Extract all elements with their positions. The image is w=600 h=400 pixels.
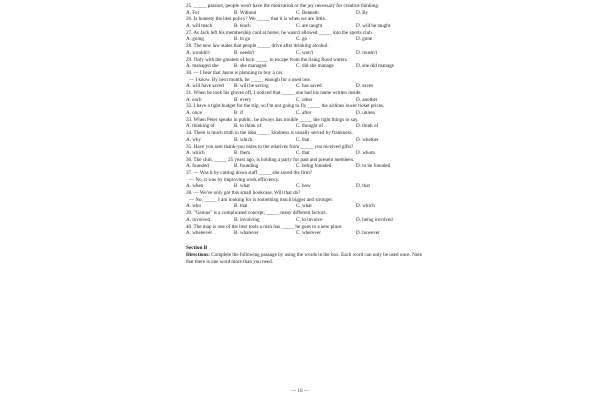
answer-option: D. which <box>356 203 375 210</box>
question-stem: 31. When he took his gloves off, I noticed that _____ one had his name written inside. <box>186 89 362 96</box>
question-reply: — No, _____ I am looking for is something much bigger and stronger. <box>189 196 334 203</box>
question-stem: 40. The map is one of the best tools a man has _____ he goes to a new place. <box>186 223 343 230</box>
answer-option: D. another <box>356 96 378 103</box>
answer-options <box>186 217 422 224</box>
question-stem: 25. _____ passion, people won't have the motivation or the joy necessary for creative thinking. <box>186 3 380 9</box>
answer-option: C. thought of <box>296 123 324 130</box>
answer-option: A. founded <box>186 163 209 170</box>
answer-option: C. has saved <box>296 83 322 90</box>
answer-option: C. how <box>296 183 311 190</box>
answer-option: D. that <box>356 183 370 190</box>
answer-option: B. what <box>234 183 250 190</box>
section-title: Section B <box>186 245 208 252</box>
answer-option: A. involved <box>186 216 211 223</box>
answer-option: B. Without <box>234 9 257 16</box>
question-stem: 37. — Was it by cutting down staff _____ she saved the firm? <box>186 170 313 177</box>
question-stem: 35. Have you sent thank-you notes to the relatives from _____ you received gifts? <box>186 143 354 150</box>
answer-option: B. to go <box>234 36 251 43</box>
answer-option: A. who <box>186 203 201 210</box>
answer-option: A. going <box>186 36 204 43</box>
answer-option: A. will have saved <box>186 83 224 90</box>
answer-options <box>186 163 422 170</box>
question-stem: 26. Is honesty the best policy? We _____ that it is when we are little. <box>186 16 327 23</box>
answer-option: B. teach <box>234 22 251 29</box>
answer-option: D. whether <box>356 136 379 143</box>
answer-option: D. think of <box>356 123 379 130</box>
answer-option: A. wouldn't <box>186 49 210 56</box>
answer-option: D. gone <box>356 36 373 43</box>
answer-option: D. saves <box>356 83 374 90</box>
answer-options <box>186 23 422 30</box>
answer-option: C. won't <box>296 49 314 56</box>
answer-option: B. if <box>234 109 244 116</box>
answer-option: A. managed she <box>186 63 219 70</box>
answer-option: C. go <box>296 36 308 43</box>
answer-option: D. By <box>356 9 369 16</box>
answer-options <box>186 150 422 157</box>
answer-option: A. thinking of <box>186 123 215 130</box>
answer-options <box>186 203 422 210</box>
answer-option: C. to involve <box>296 216 323 223</box>
answer-options <box>186 36 422 43</box>
answer-option: A. whenever <box>186 230 213 237</box>
question-stem: 29. Only with the greatest of luck _____ to escape from the rising flood waters. <box>186 56 348 63</box>
answer-option: C. wherever <box>296 230 321 237</box>
answer-option: C. other <box>296 96 313 103</box>
question-stem: 39. "Genius" is a complicated concept, _____ many different factors. <box>186 210 327 217</box>
answer-option: C. Beneath <box>296 9 319 16</box>
answer-option: B. needn't <box>234 49 255 56</box>
answer-options <box>186 97 422 104</box>
answer-option: A. why <box>186 136 201 143</box>
answer-option: D. unless <box>356 109 375 116</box>
question-sheet <box>186 3 422 266</box>
answer-option: B. will be saving <box>234 83 269 90</box>
section-directions <box>186 252 422 266</box>
answer-option: C. being founded <box>296 163 332 170</box>
answer-options <box>186 230 422 237</box>
question-stem: 34. There is much truth in the idea _____ kindness is usually served by frankness. <box>186 130 353 137</box>
answer-option: D. being involved <box>356 216 393 223</box>
answer-options <box>186 110 422 117</box>
answer-option: D. whom <box>356 150 375 157</box>
answer-options <box>186 83 422 90</box>
question-stem: 27. As Jack left his membership card at home, he wasn't allowed _____ into the sports club. <box>186 29 373 36</box>
answer-option: C. what <box>296 203 312 210</box>
answer-option: B. which <box>234 136 253 143</box>
question-stem: 30. — I hear that Jason is planning to buy a car. <box>186 69 284 76</box>
answer-options <box>186 123 422 130</box>
answer-options <box>186 63 422 70</box>
answer-option: B. them <box>234 150 251 157</box>
answer-option: A. when <box>186 183 204 190</box>
answer-option: A. once <box>186 109 202 116</box>
answer-option: C. did she manage <box>296 63 334 70</box>
answer-option: B. she managed <box>234 63 267 70</box>
answer-option: C. that <box>296 150 310 157</box>
answer-option: B. every <box>234 96 252 103</box>
question-stem: 32. I have a tight budget for the trip, so I'm not going to fly _____ the airlines lower ticket prices. <box>186 103 385 110</box>
answer-option: C. that <box>296 136 310 143</box>
answer-options <box>186 137 422 144</box>
answer-option: B. founding <box>234 163 259 170</box>
answer-option: A. For <box>186 9 200 16</box>
question-reply: — No, it was by improving work efficiency. <box>189 176 280 183</box>
answer-option: D. to be founded <box>356 163 391 170</box>
question-stem: 36. The club, _____ 25 years ago, is holding a party for past and present members. <box>186 156 355 163</box>
answer-option: D. however <box>356 230 380 237</box>
answer-option: C. are taught <box>296 22 323 29</box>
answer-options <box>186 10 422 17</box>
question-stem: 33. When Peter speaks in public, he always has trouble _____ the right things to say. <box>186 116 359 123</box>
answer-option: B. involving <box>234 216 260 223</box>
answer-option: D. mustn't <box>356 49 378 56</box>
answer-option: B. whatever <box>234 230 259 237</box>
directions-text: Complete the following passage by using the words in the box. Each word can only be used once. Note that there is one word more than you need. <box>186 252 422 266</box>
answer-options <box>186 183 422 190</box>
answer-option: D. will be taught <box>356 22 391 29</box>
question-stem: 28. The new law states that people _____ drive after drinking alcohol. <box>186 43 329 50</box>
question-reply: — I know. By next month, he _____ enough for a used one. <box>189 76 312 83</box>
directions-label: Directions: <box>186 252 210 259</box>
question-stem: 38. — We've only got this small bookcase. Will that do? <box>186 190 301 197</box>
answer-option: B. to think of <box>234 123 262 130</box>
answer-option: D. she did manage <box>356 63 394 70</box>
answer-option: A. each <box>186 96 202 103</box>
answer-options <box>186 50 422 57</box>
answer-option: C. after <box>296 109 312 116</box>
page-number: — 18 — <box>290 388 310 394</box>
answer-option: A. which <box>186 150 205 157</box>
answer-option: B. that <box>234 203 248 210</box>
answer-option: A. will teach <box>186 22 213 29</box>
